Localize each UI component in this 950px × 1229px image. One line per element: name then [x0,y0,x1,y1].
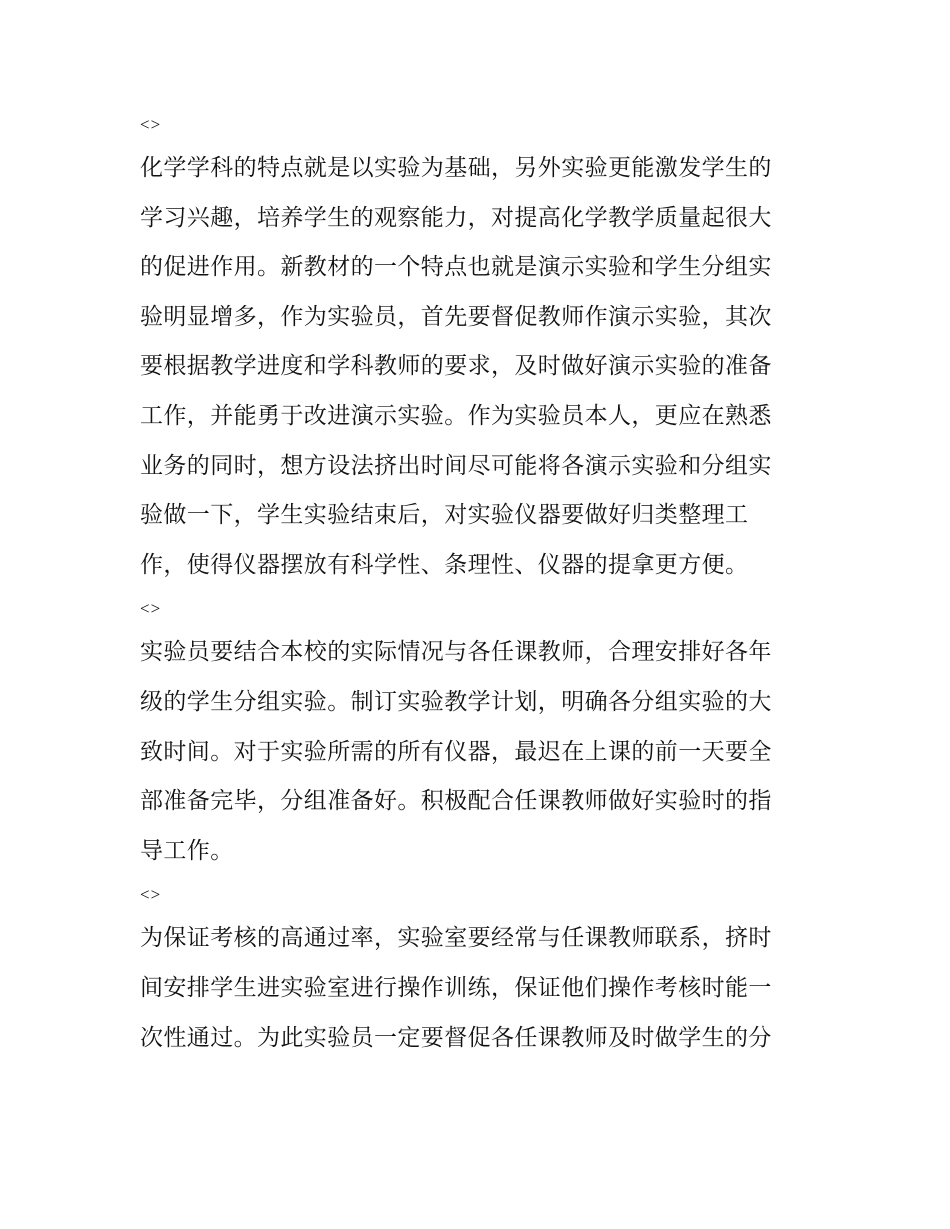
text-line: 化学学科的特点就是以实验为基础，另外实验更能激发学生的 [140,155,772,181]
text-line: 次性通过。为此实验员一定要督促各任课教师及时做学生的分 [140,1024,772,1051]
text-line: 部准备完毕，分组准备好。积极配合任课教师做好实验时的指 [140,788,772,815]
text-line: 级的学生分组实验。制订实验教学计划，明确各分组实验的大 [140,688,772,715]
text-line: 导工作。 [140,837,234,864]
section-1 [140,106,812,590]
section-marker: <> [140,885,162,905]
text-line: 致时间。对于实验所需的所有仪器，最迟在上课的前一天要全 [140,738,772,765]
text-line: 工作，并能勇于改进演示实验。作为实验员本人，更应在熟悉 [140,402,772,429]
paragraph-2 [140,628,812,876]
text-line: 要根据教学进度和学科教师的要求，及时做好演示实验的准备 [140,353,772,380]
section-2 [140,590,812,876]
section-marker: <> [140,599,162,619]
text-line: 业务的同时，想方设法挤出时间尽可能将各演示实验和分组实 [140,452,772,479]
text-line: 作，使得仪器摆放有科学性、条理性、仪器的提拿更方便。 [140,551,749,578]
paragraph-3 [140,914,812,1063]
section-3 [140,876,812,1063]
text-line: 实验员要结合本校的实际情况与各任课教师，合理安排好各年 [140,639,772,666]
text-line: 的促进作用。新教材的一个特点也就是演示实验和学生分组实 [140,254,772,281]
text-line: 为保证考核的高通过率，实验室要经常与任课教师联系，挤时 [140,925,772,952]
text-line: 学习兴趣，培养学生的观察能力，对提高化学教学质量起很大 [140,204,772,231]
text-line: 验明显增多，作为实验员，首先要督促教师作演示实验，其次 [140,303,772,330]
document-body [140,106,812,1063]
text-line: 间安排学生进实验室进行操作训练，保证他们操作考核时能一 [140,974,772,1001]
paragraph-1 [140,144,812,590]
section-marker: <> [140,115,162,134]
text-line: 验做一下，学生实验结束后，对实验仪器要做好归类整理工 [140,502,749,529]
